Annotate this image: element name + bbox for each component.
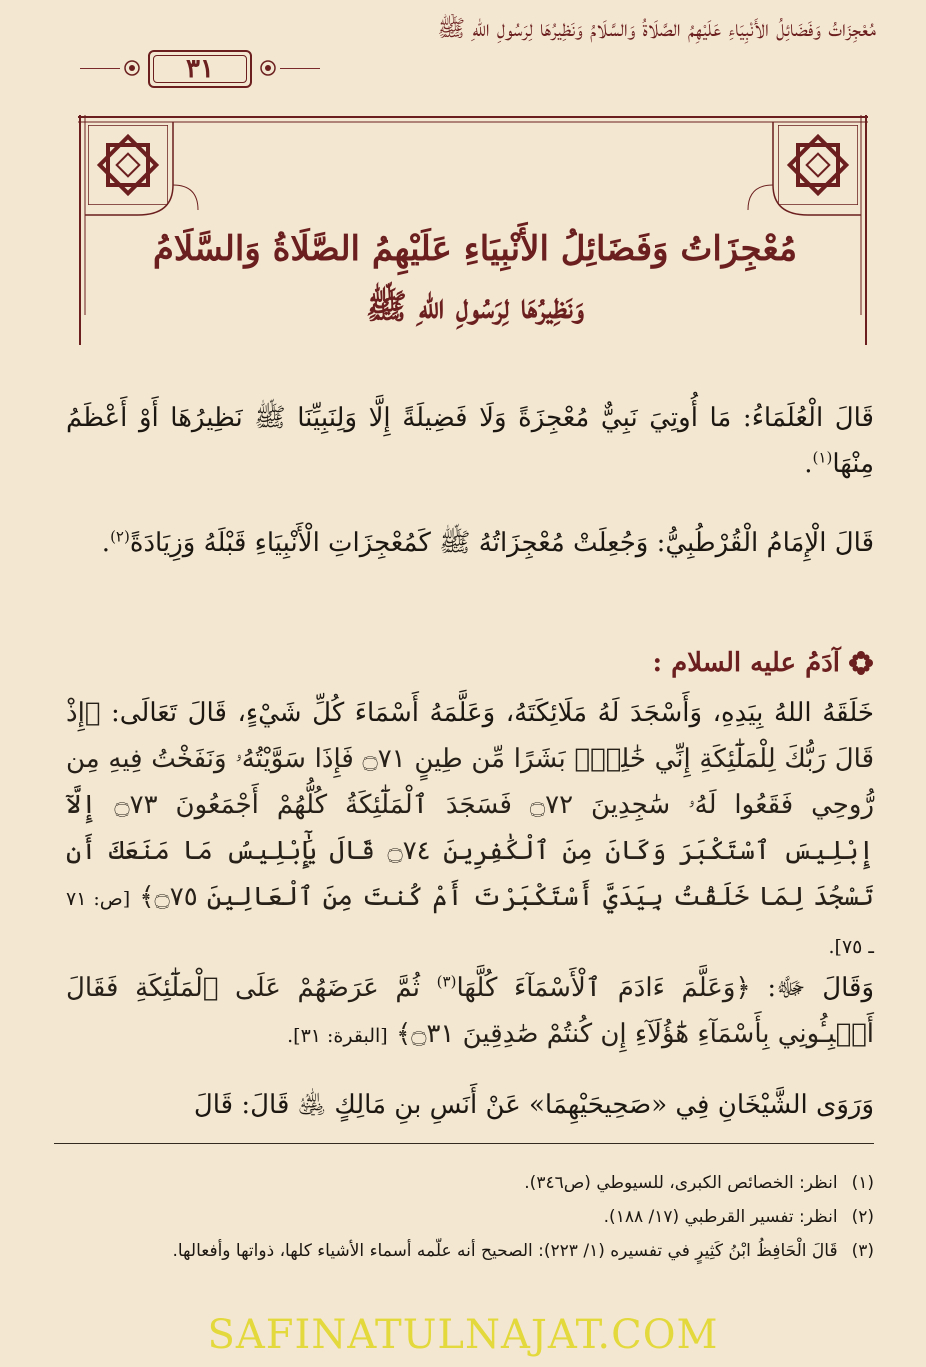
- footnotes: [60, 1168, 874, 1270]
- page-number-ornament: [80, 46, 320, 92]
- footnote-number: (٢): [851, 1207, 874, 1227]
- footnote-text: قَالَ الْحَافِظُ ابْنُ كَثِيرٍ في تفسيره (١/ ٢٢٣): الصحيح أنه علّمه أسماء الأشياء كلها، ذواتها وأفعالها.: [172, 1241, 838, 1261]
- paragraph-end: .: [804, 449, 813, 479]
- paragraph-text: خَلَقَهُ اللهُ بِيَدِهِ، وَأَسْجَدَ لَهُ مَلَائِكَتَهُ، وَعَلَّمَهُ أَسْمَاءَ كُلِّ شَيْءٍ، قَالَ تَعَالَى:: [111, 698, 874, 728]
- paragraph: [66, 965, 874, 1059]
- paragraph: [66, 690, 874, 970]
- running-header: مُعْجِزَاتُ وَفَضَائِلُ الأَنْبِيَاءِ عَلَيْهِمُ الصَّلَاةُ وَالسَّلَامُ وَنَظِيرُهَا لِرَسُولِ اللهِ ﷺ: [437, 16, 876, 42]
- divider: [280, 68, 320, 69]
- footnote-divider: [54, 1143, 874, 1144]
- section-heading: [560, 648, 874, 678]
- paragraph: [66, 520, 874, 566]
- footnote-number: (٣): [851, 1241, 874, 1261]
- quran-verse: ﴿إِذْ قَالَ رَبُّكَ لِلْمَلَٰٓئِكَةِ إِنِّي خَٰلِقٌۢ بَشَرًا مِّن طِينٍ ۝٧١ فَإِذَا سَوَّيْتُهُۥ وَنَفَخْتُ فِيهِ مِن رُّوحِي فَقَعُوا لَهُۥ سَٰجِدِينَ ۝٧٢ فَسَجَدَ ٱلْمَلَٰٓئِكَةُ كُلُّهُمْ أَجْمَعُونَ ۝٧٣ إِلَّآ إِبْلِيسَ ٱسْتَكْبَرَ وَكَانَ مِنَ ٱلْكَٰفِرِينَ ۝٧٤ قَالَ يَٰٓإِبْلِيسُ مَا مَنَعَكَ أَن تَسْجُدَ لِمَا خَلَقْتُ بِيَدَيَّ أَسْتَكْبَرْتَ أَمْ كُنتَ مِنَ ٱلْعَالِينَ ۝٧٥﴾: [66, 698, 875, 912]
- footnote-text: انظر: تفسير القرطبي (١٧/ ١٨٨).: [603, 1207, 838, 1227]
- verse-citation: [البقرة: ٣١].: [287, 1025, 388, 1047]
- paragraph-end: .: [101, 528, 111, 558]
- chapter-title-line2: وَنَظِيرُهَا لِرَسُولِ اللهِ ﷺ: [365, 287, 585, 327]
- footnote-text: انظر: الخصائص الكبرى، للسيوطي (ص٣٤٦).: [524, 1173, 838, 1193]
- watermark: SAFINATULNAJAT.COM: [207, 1312, 719, 1358]
- paragraph-text: قَالَ الْعُلَمَاءُ: مَا أُوتِيَ نَبِيٌّ مُعْجِزَةً وَلَا فَضِيلَةً إِلَّا وَلِنَبِيِّنَا ﷺ نَظِيرُهَا أَوْ أَعْظَمُ مِنْهَا: [66, 403, 874, 479]
- paragraph-text: وَقَالَ ﷻ:: [767, 973, 875, 1003]
- ornament-icon: [256, 56, 280, 80]
- flower-icon: [848, 650, 874, 676]
- footnote-ref: (١): [812, 448, 833, 467]
- quran-verse: ثُمَّ عَرَضَهُمْ عَلَى ٱلْمَلَٰٓئِكَةِ فَقَالَ أَنۢبِـُٔونِي بِأَسْمَآءِ هَٰٓؤُلَآءِ إِن كُنتُمْ صَٰدِقِينَ ۝٣١﴾: [66, 973, 874, 1049]
- paragraph-text: قَالَ الْإِمَامُ الْقُرْطُبِيُّ: وَجُعِلَتْ مُعْجِزَاتُهُ ﷺ كَمُعْجِزَاتِ الْأَنْبِيَاءِ قَبْلَهُ وَزِيَادَةً: [129, 528, 874, 558]
- ornament-icon: [120, 56, 144, 80]
- verse-citation: [ص: ٧١ ـ ٧٥].: [66, 888, 874, 958]
- footnote: [60, 1168, 874, 1198]
- page-number: ٣١: [148, 50, 252, 88]
- footnote-ref: (٣): [436, 972, 457, 991]
- quran-verse: ﴿وَعَلَّمَ ءَادَمَ ٱلْأَسْمَآءَ كُلَّهَا: [456, 973, 751, 1003]
- star-ornament-icon: [778, 125, 858, 205]
- footnote: [60, 1236, 874, 1266]
- paragraph: [66, 1082, 874, 1128]
- chapter-title-line1: مُعْجِزَاتُ وَفَضَائِلُ الأَنْبِيَاءِ عَلَيْهِمُ الصَّلَاةُ وَالسَّلَامُ: [152, 229, 798, 269]
- paragraph: [66, 395, 874, 487]
- paragraph-text: وَرَوَى الشَّيْخَانِ فِي «صَحِيحَيْهِمَا» عَنْ أَنَسِ بنِ مَالِكٍ ﵁ قَالَ: قَالَ: [193, 1090, 874, 1120]
- section-heading-text: آدَمُ عليه السلام :: [652, 648, 840, 678]
- star-ornament-icon: [88, 125, 168, 205]
- footnote-ref: (٢): [110, 527, 130, 546]
- footnote: [60, 1202, 874, 1232]
- footnote-number: (١): [851, 1173, 874, 1193]
- chapter-title: [100, 220, 850, 336]
- divider: [80, 68, 120, 69]
